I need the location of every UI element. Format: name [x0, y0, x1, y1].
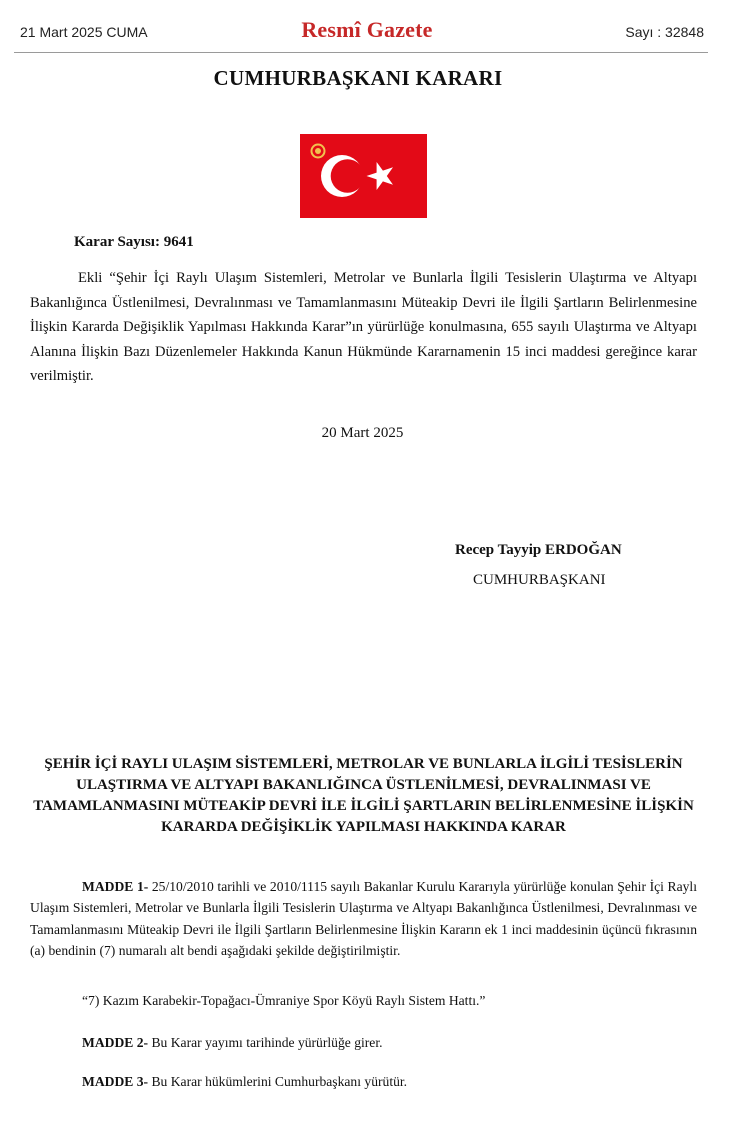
annex-title: ŞEHİR İÇİ RAYLI ULAŞIM SİSTEMLERİ, METROLAR VE BUNLARLA İLGİLİ TESİSLERİN ULAŞTIRMA VE ALTYAPI BAKANLIĞINCA ÜSTLENİLMESİ, DEVRALINMASI VE TAMAMLANMASINI MÜTEAKİP DEVRİ İLE İLGİLİ ŞARTLARIN BELİRLENMESİNE İLİŞKİN KARARDA DEĞİŞİKLİK YAPILMASI HAKKINDA KARAR	[33, 756, 694, 835]
gazette-title: Resmî Gazete	[301, 17, 433, 42]
decree-date: 20 Mart 2025	[321, 425, 404, 441]
signer-name: Recep Tayyip ERDOĞAN	[455, 542, 622, 558]
amendment-text: “7) Kazım Karabekir-Topağacı-Ümraniye Spor Köyü Raylı Sistem Hattı.”	[82, 993, 486, 1008]
header-divider	[14, 52, 708, 53]
article-2	[82, 1035, 383, 1051]
issue-number: Sayı : 32848	[625, 24, 704, 40]
gazette-header	[0, 0, 750, 56]
article-3-text: Bu Karar hükümlerini Cumhurbaşkanı yürütür.	[148, 1074, 408, 1089]
decree-title: CUMHURBAŞKANI KARARI	[213, 66, 503, 90]
article-3	[82, 1074, 407, 1090]
signer-title: CUMHURBAŞKANI	[473, 572, 606, 588]
article-2-label: MADDE 2-	[82, 1035, 149, 1050]
article-1-text: 25/10/2010 tarihli ve 2010/1115 sayılı Bakanlar Kurulu Kararıyla yürürlüğe konulan Şehir İçi Raylı Ulaşım Sistemleri, Metrolar ve Bunlarla İlgili Tesislerin Ulaştırma ve Altyapı Bakanlığınca Üstlenilmesi, Devralınması ve Tamamlanmasını Müteakip Devri ile İlgili Şartların Belirlenmesine İlişkin Kararın ek 1 inci maddesinin üçüncü fıkrasının (a) bendinin (7) numaralı alt bendi aşağıdaki şekilde değiştirilmiştir.	[30, 879, 697, 958]
article-1	[30, 876, 697, 961]
turkish-flag-icon	[300, 134, 427, 218]
presidential-seal-icon	[311, 144, 326, 159]
article-2-text: Bu Karar yayımı tarihinde yürürlüğe girer.	[148, 1035, 383, 1050]
decree-number: Karar Sayısı: 9641	[74, 234, 194, 250]
article-3-label: MADDE 3-	[82, 1074, 149, 1089]
decree-intro: Ekli “Şehir İçi Raylı Ulaşım Sistemleri, Metrolar ve Bunlarla İlgili Tesislerin Ulaştırma ve Altyapı Bakanlığınca Üstlenilmesi, Devralınması ve Tamamlanmasını Müteakip Devri ile İlgili Şartların Belirlenmesine İlişkin Kararda Değişiklik Yapılması Hakkında Karar”ın yürürlüğe konulmasına, 655 sayılı Ulaştırma ve Altyapı Alanına İlişkin Bazı Düzenlemeler Hakkında Kanun Hükmünde Kararnamenin 15 inci maddesi gereğince karar verilmiştir.	[30, 270, 697, 384]
header-date: 21 Mart 2025 CUMA	[20, 24, 148, 40]
article-1-label: MADDE 1-	[82, 879, 149, 894]
